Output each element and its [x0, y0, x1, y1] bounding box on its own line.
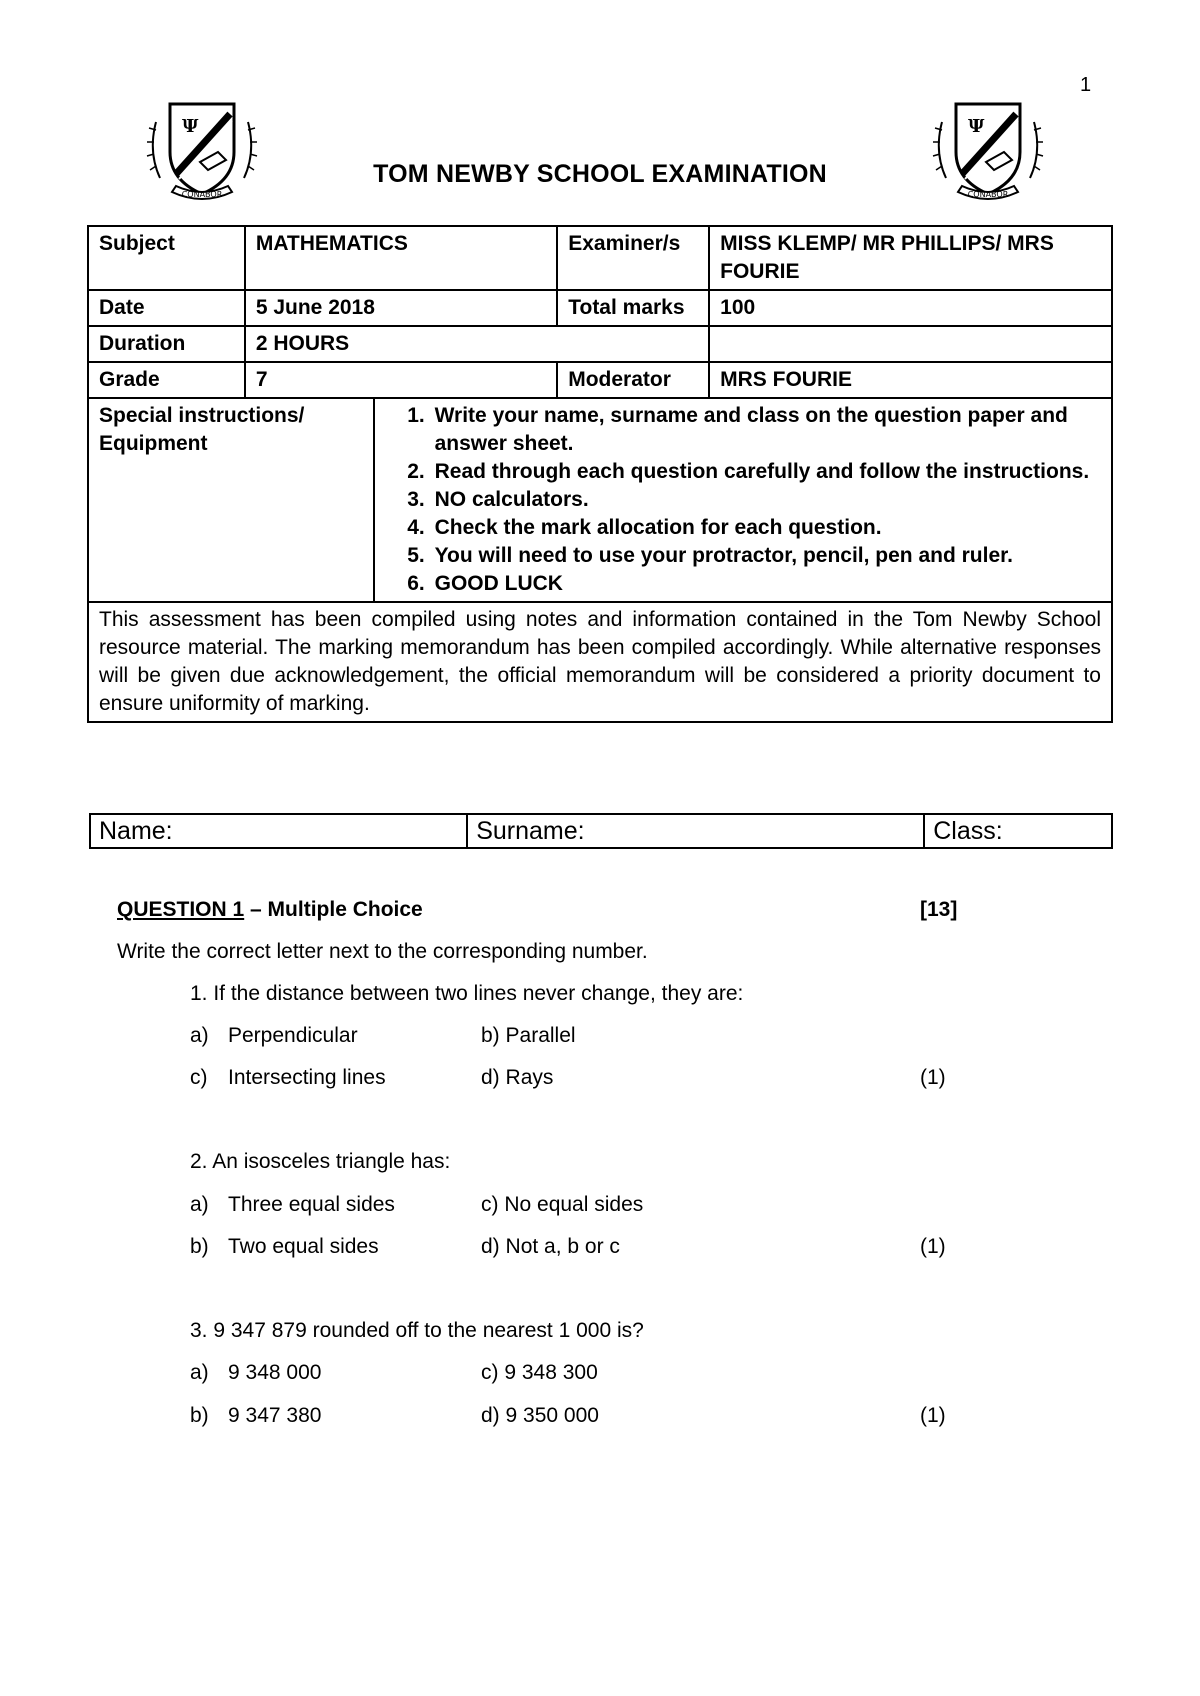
option-text: Rays [505, 1066, 554, 1089]
question-1-number: QUESTION 1 [117, 898, 245, 921]
subject-value: MATHEMATICS [245, 226, 557, 290]
option-label: a) [190, 1361, 209, 1384]
table-row [88, 326, 1112, 362]
option-text: 9 348 300 [504, 1361, 598, 1384]
mark-allocation: (1) [920, 1404, 946, 1427]
option-a [190, 1024, 358, 1048]
option-b [190, 1404, 321, 1428]
instruction-item: 4. Check the mark allocation for each question. [431, 514, 1101, 542]
surname-field[interactable]: Surname: [467, 814, 924, 848]
subject-label: Subject [88, 226, 245, 290]
question-1-heading [117, 898, 423, 922]
question-1-total: [13] [920, 898, 958, 921]
table-row [90, 814, 1112, 848]
table-row [88, 226, 1112, 290]
special-instructions-label: Special instructions/ Equipment [88, 398, 374, 602]
date-label: Date [88, 290, 245, 326]
instruction-item: 1. Write your name, surname and class on the question paper and answer sheet. [431, 402, 1101, 458]
mark-allocation: (1) [920, 1235, 946, 1258]
question-1-instruction: Write the correct letter next to the corresponding number. [117, 940, 648, 963]
duration-value: 2 HOURS [245, 326, 709, 362]
page-number: 1 [1080, 74, 1092, 96]
option-a [190, 1193, 395, 1217]
total-marks-label: Total marks [557, 290, 709, 326]
svg-text:Ψ: Ψ [968, 116, 985, 137]
date-value: 5 June 2018 [245, 290, 557, 326]
svg-text:CONABOR: CONABOR [181, 190, 223, 199]
option-label: d) [481, 1404, 500, 1427]
instruction-item: 3. NO calculators. [431, 486, 1101, 514]
duration-label: Duration [88, 326, 245, 362]
option-b [481, 1024, 576, 1048]
question-item-2: 2. An isosceles triangle has: [190, 1150, 451, 1173]
option-text: No equal sides [504, 1193, 644, 1216]
class-field[interactable]: Class: [924, 814, 1112, 848]
option-c [481, 1361, 598, 1385]
moderator-value: MRS FOURIE [709, 362, 1112, 398]
option-d [481, 1404, 599, 1428]
exam-info-table [87, 225, 1113, 723]
option-text: 9 348 000 [228, 1361, 322, 1384]
empty-cell [709, 326, 1112, 362]
option-a [190, 1361, 321, 1385]
question-1-topic: – Multiple Choice [244, 898, 423, 921]
option-b [190, 1235, 379, 1259]
instruction-item: 5. You will need to use your protractor, pencil, pen and ruler. [431, 542, 1101, 570]
option-text: Not a, b or c [505, 1235, 620, 1258]
option-text: 9 350 000 [505, 1404, 599, 1427]
option-label: a) [190, 1193, 209, 1216]
grade-value: 7 [245, 362, 557, 398]
examiner-label: Examiner/s [557, 226, 709, 290]
special-instructions [374, 398, 1112, 602]
option-c [190, 1066, 386, 1090]
table-row [88, 602, 1112, 722]
school-crest-left [142, 100, 262, 208]
examiner-value: MISS KLEMP/ MR PHILLIPS/ MRS FOURIE [709, 226, 1112, 290]
table-row [88, 290, 1112, 326]
option-label: c) [481, 1193, 499, 1216]
option-c [481, 1193, 643, 1217]
option-text: Perpendicular [228, 1024, 358, 1047]
option-label: c) [190, 1066, 208, 1089]
option-label: d) [481, 1235, 500, 1258]
name-field[interactable]: Name: [90, 814, 467, 848]
instruction-item: 6. GOOD LUCK [431, 570, 1101, 598]
question-item-1: 1. If the distance between two lines never change, they are: [190, 982, 744, 1005]
instructions-list [385, 402, 1101, 598]
option-label: a) [190, 1024, 209, 1047]
option-label: b) [190, 1235, 209, 1258]
option-label: b) [481, 1024, 500, 1047]
option-d [481, 1066, 553, 1090]
disclaimer-text: This assessment has been compiled using notes and information contained in the Tom Newby School resource material. The marking memorandum has been compiled accordingly. While alternative responses will be given due acknowledgement, the official memorandum will be considered a priority document to ensure uniformity of marking. [88, 602, 1112, 722]
option-text: Parallel [505, 1024, 576, 1047]
question-item-3: 3. 9 347 879 rounded off to the nearest 1 000 is? [190, 1319, 644, 1342]
svg-text:CONABOR: CONABOR [967, 190, 1009, 199]
moderator-label: Moderator [557, 362, 709, 398]
option-label: c) [481, 1361, 499, 1384]
option-label: b) [190, 1404, 209, 1427]
mark-allocation: (1) [920, 1066, 946, 1089]
total-marks-value: 100 [709, 290, 1112, 326]
option-label: d) [481, 1066, 500, 1089]
exam-title: TOM NEWBY SCHOOL EXAMINATION [373, 160, 827, 188]
instruction-item: 2. Read through each question carefully and follow the instructions. [431, 458, 1101, 486]
table-row [88, 362, 1112, 398]
table-row [88, 398, 1112, 602]
svg-text:Ψ: Ψ [182, 116, 199, 137]
option-text: Two equal sides [228, 1235, 379, 1258]
option-text: 9 347 380 [228, 1404, 322, 1427]
school-crest-right [928, 100, 1048, 208]
option-text: Intersecting lines [228, 1066, 386, 1089]
option-text: Three equal sides [228, 1193, 395, 1216]
option-d [481, 1235, 620, 1259]
student-details-table [89, 813, 1113, 849]
grade-label: Grade [88, 362, 245, 398]
